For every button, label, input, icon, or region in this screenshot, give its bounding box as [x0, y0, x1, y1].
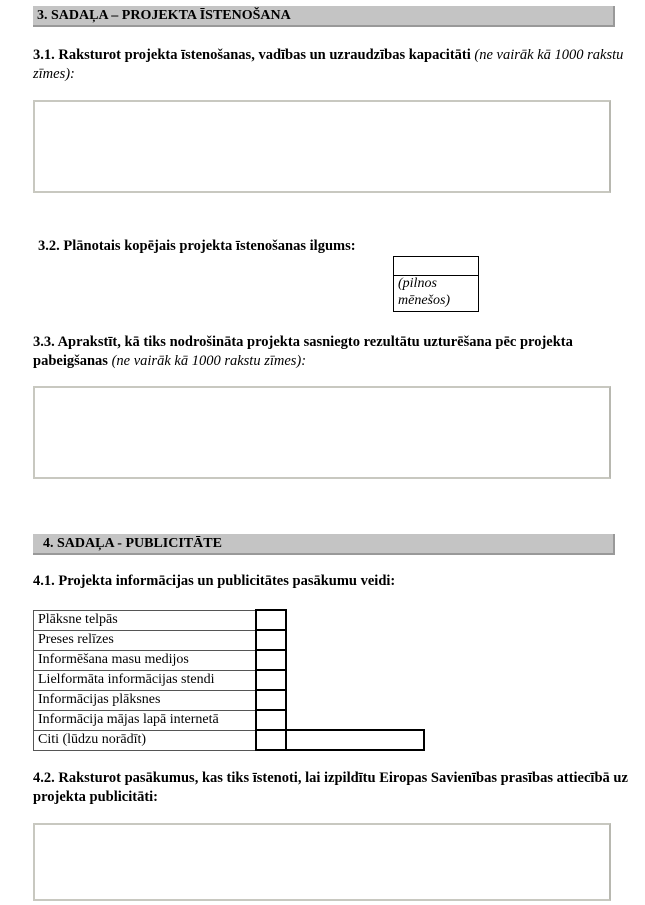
publicity-type-label: Citi (lūdzu norādīt) — [34, 730, 257, 750]
publicity-type-checkbox[interactable] — [256, 710, 286, 730]
table-row — [34, 610, 425, 630]
table-row — [34, 690, 425, 710]
question-3-3 — [33, 333, 633, 371]
publicity-type-checkbox[interactable] — [256, 690, 286, 710]
duration-input[interactable] — [393, 256, 479, 276]
table-row — [34, 650, 425, 670]
empty-cell — [286, 710, 424, 730]
question-3-3-label: 3.3. Aprakstīt, kā tiks nodrošināta projekta sasniegto rezultātu uzturēšana pēc projekta pabeigšanas — [33, 334, 573, 369]
question-3-3-hint: (ne vairāk kā 1000 rakstu zīmes): — [111, 353, 307, 369]
publicity-type-label: Informācija mājas lapā internetā — [34, 710, 257, 730]
empty-cell — [286, 690, 424, 710]
question-3-1-textarea[interactable] — [33, 100, 611, 193]
question-4-2-label: 4.2. Raksturot pasākumus, kas tiks īstenoti, lai izpildītu Eiropas Savienības prasības attiecībā uz projekta publicitāti: — [33, 770, 628, 805]
question-3-1-label: 3.1. Raksturot projekta īstenošanas, vadības un uzraudzības kapacitāti — [33, 47, 475, 63]
publicity-type-checkbox[interactable] — [256, 670, 286, 690]
empty-cell — [286, 630, 424, 650]
question-3-1-hint: (ne vairāk kā 1000 rakstu zīmes): — [33, 47, 624, 82]
publicity-type-checkbox[interactable] — [256, 610, 286, 630]
section-4-header: 4. SADAĻA - PUBLICITĀTE — [33, 534, 615, 555]
table-row — [34, 710, 425, 730]
empty-cell — [286, 610, 424, 630]
publicity-types-table — [33, 609, 425, 751]
table-row — [34, 730, 425, 750]
question-3-3-textarea[interactable] — [33, 386, 611, 479]
table-row — [34, 670, 425, 690]
publicity-type-label: Plāksne telpās — [34, 610, 257, 630]
question-3-2-label: 3.2. Plānotais kopējais projekta īstenošanas ilgums: — [38, 238, 356, 254]
question-4-1-label: 4.1. Projekta informācijas un publicitātes pasākumu veidi: — [33, 573, 396, 589]
section-3-header: 3. SADAĻA – PROJEKTA ĪSTENOŠANA — [33, 6, 615, 27]
publicity-type-label: Lielformāta informācijas stendi — [34, 670, 257, 690]
empty-cell — [286, 650, 424, 670]
other-specify-input[interactable] — [286, 730, 424, 750]
duration-unit: (pilnos mēnešos) — [393, 275, 479, 312]
publicity-type-checkbox[interactable] — [256, 650, 286, 670]
question-3-1 — [33, 46, 633, 84]
table-row — [34, 630, 425, 650]
publicity-type-label: Preses relīzes — [34, 630, 257, 650]
publicity-type-label: Informēšana masu medijos — [34, 650, 257, 670]
publicity-type-checkbox[interactable] — [256, 630, 286, 650]
empty-cell — [286, 670, 424, 690]
question-4-2-textarea[interactable] — [33, 823, 611, 901]
publicity-type-checkbox[interactable] — [256, 730, 286, 750]
publicity-type-label: Informācijas plāksnes — [34, 690, 257, 710]
